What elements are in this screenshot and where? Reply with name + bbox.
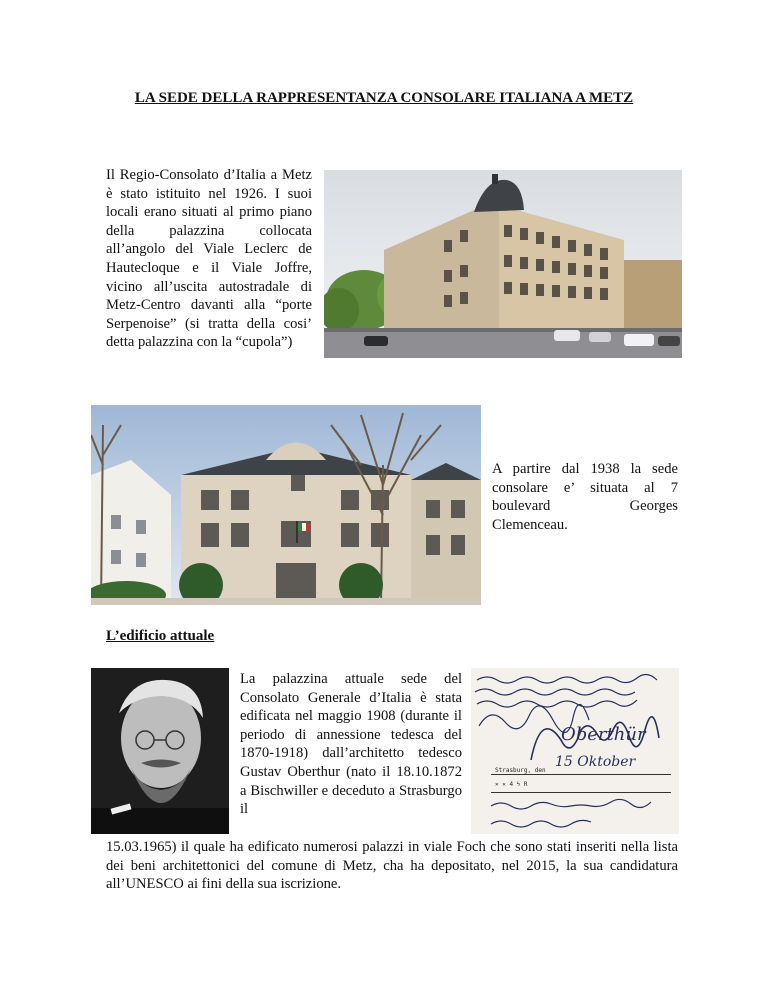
svg-text:Strasburg, den: Strasburg, den [495, 767, 546, 774]
portrait-photo [91, 668, 229, 834]
signature-text: Oberthür [561, 724, 646, 745]
current-address-paragraph: A partire dal 1938 la sede consolare e’ situata al 7 boulevard Georges Clemenceau. [492, 461, 678, 533]
history-paragraph-part2: 15.03.1965) il quale ha edificato numerosi palazzi in viale Foch che sono stati inseriti nella lista dei beni architettonici del comune di Metz, cha ha depositato, nel 2015, la sua candidatura all’UNESCO ai fini della sua iscrizione. [106, 839, 678, 893]
history-paragraph-part1: La palazzina attuale sede del Consolato Generale d’Italia è stata edificata nel maggio 1908 (durante il periodo di annessione tedesca del 1870-1918) dall’architetto tedesco Gustav Oberthur (nato il 18.10.1872 a Bischwiller e deceduto a Strasburgo il [240, 671, 462, 818]
page-title: LA SEDE DELLA RAPPRESENTANZA CONSOLARE ITALIANA A METZ [134, 90, 634, 106]
old-consulate-photo [324, 170, 682, 358]
section-heading: L’edificio attuale [106, 628, 215, 644]
consulate-villa-photo [91, 405, 481, 605]
intro-paragraph: Il Regio-Consolato d’Italia a Metz è stato istituito nel 1926. I suoi locali erano situati al primo piano della palazzina collocata all’angolo del Viale Leclerc de Hautecloque e il Viale Joffre, vicino all’uscita autostradale di Metz-Centro davanti alla “porte Serpenoise” (si tratta della cosi’ detta palazzina con la “cupola”) [106, 167, 312, 351]
signature-document-photo [471, 668, 679, 834]
document-date: 15 Oktober [555, 754, 636, 770]
svg-text:✕ ✕ 4 ϟ R: ✕ ✕ 4 ϟ R [495, 781, 528, 788]
